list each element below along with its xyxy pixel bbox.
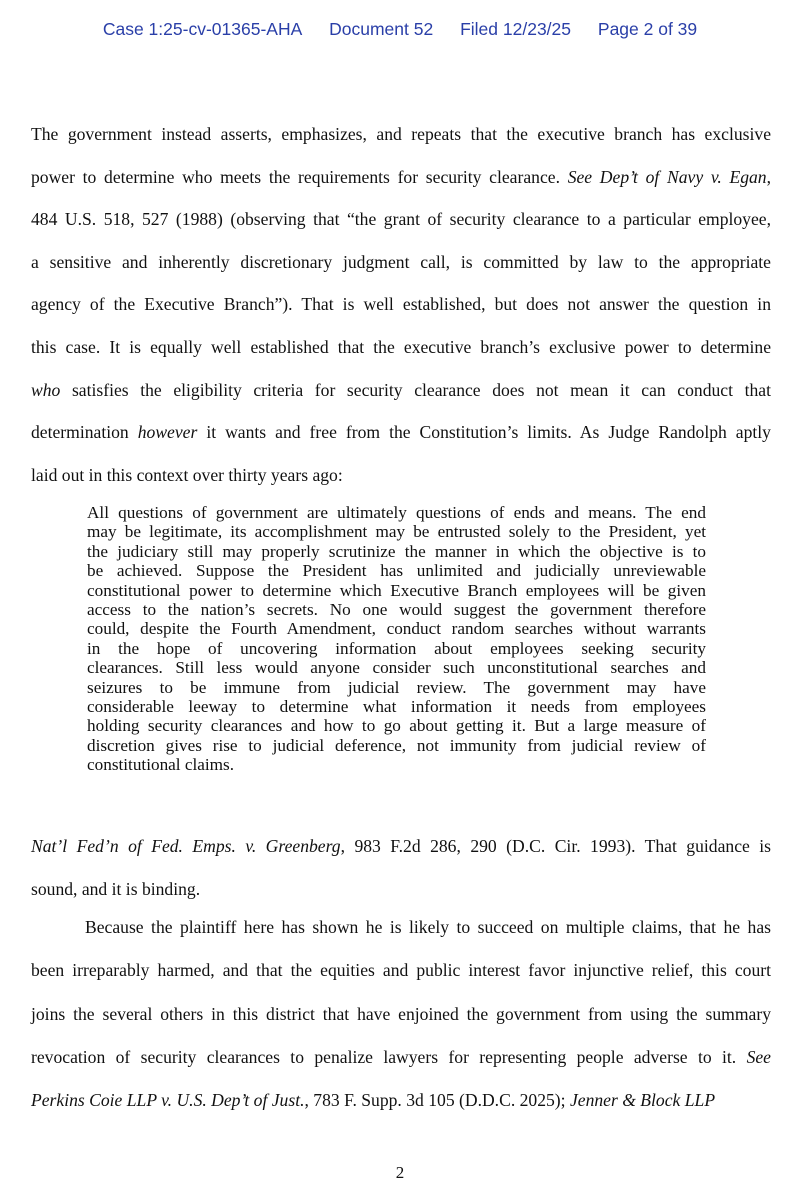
quote-line: the judiciary still may properly scrutinize the manner in which the objective is to	[87, 541, 706, 561]
paragraph-1	[31, 113, 771, 496]
case-number: Case 1:25-cv-01365-AHA	[102, 19, 303, 39]
citation-greenberg: Nat’l Fed’n of Fed. Emps. v. Greenberg	[31, 836, 341, 856]
page-indicator: Page 2 of 39	[597, 19, 698, 39]
text-line: revocation of security clearances to penalize lawyers for representing people adverse to it. See	[31, 1046, 771, 1067]
paragraph-2	[31, 825, 771, 911]
emphasis-who: who	[31, 379, 61, 400]
text-line: Perkins Coie LLP v. U.S. Dep’t of Just., 783 F. Supp. 3d 105 (D.D.C. 2025); Jenner & Block LLP	[31, 1090, 716, 1111]
text-line: sound, and it is binding.	[31, 879, 201, 899]
quote-line: constitutional power to determine which Executive Branch employees will be given	[87, 580, 706, 600]
text-line: who satisfies the eligibility criteria for security clearance does not mean it can conduct that	[31, 379, 771, 400]
text-line: laid out in this context over thirty years ago:	[31, 464, 343, 485]
quote-line: seizures to be immune from judicial review. The government may have	[87, 677, 706, 697]
paragraph-3	[31, 906, 771, 1122]
signal-see: See	[746, 1046, 771, 1067]
text-line: determination however it wants and free from the Constitution’s limits. As Judge Randolph aptly	[31, 422, 771, 443]
quote-line: considerable leeway to determine what information it needs from employees	[87, 697, 706, 717]
quote-line: discretion gives rise to judicial deference, not immunity from judicial review of	[87, 735, 706, 755]
quote-line: could, despite the Fourth Amendment, conduct random searches without warrants	[87, 619, 706, 639]
text-line: power to determine who meets the requirements for security clearance. See Dep’t of Navy v. Egan,	[31, 166, 771, 187]
case-header	[0, 19, 800, 40]
text-line: The government instead asserts, emphasizes, and repeats that the executive branch has exclusive	[31, 124, 771, 144]
text-line: Nat’l Fed’n of Fed. Emps. v. Greenberg, 983 F.2d 286, 290 (D.C. Cir. 1993). That guidance is	[31, 836, 771, 856]
quote-line: holding security clearances and how to go about getting it. But a large measure of	[87, 716, 706, 736]
quote-line: in the hope of uncovering information about employees seeking security	[87, 638, 706, 658]
quote-line: may be legitimate, its accomplishment may be entrusted solely to the President, yet	[87, 522, 706, 542]
text-line: joins the several others in this district that have enjoined the government from using the summary	[31, 1003, 771, 1024]
quote-line: constitutional claims.	[87, 755, 235, 775]
quote-line: access to the nation’s secrets. No one would suggest the government therefore	[87, 600, 706, 620]
text-line: Because the plaintiff here has shown he is likely to succeed on multiple claims, that he has	[85, 917, 771, 937]
page-number: 2	[395, 1163, 405, 1182]
text-line: been irreparably harmed, and that the equities and public interest favor injunctive relief, this court	[31, 960, 771, 981]
text-line: 484 U.S. 518, 527 (1988) (observing that “the grant of security clearance to a particular employee,	[31, 209, 771, 230]
text-line: a sensitive and inherently discretionary judgment call, is committed by law to the appropriate	[31, 251, 771, 272]
quote-line: All questions of government are ultimately questions of ends and means. The end	[87, 503, 706, 522]
text-line: agency of the Executive Branch”). That is well established, but does not answer the question in	[31, 294, 771, 315]
citation-perkins-coie: Perkins Coie LLP v. U.S. Dep’t of Just.	[31, 1090, 305, 1111]
citation-egan: See Dep’t of Navy v. Egan	[567, 166, 767, 187]
filed-date: Filed 12/23/25	[460, 19, 572, 39]
quote-line: clearances. Still less would anyone consider such unconstitutional searches and	[87, 658, 706, 678]
quote-line: be achieved. Suppose the President has unlimited and judicially unreviewable	[87, 561, 706, 581]
document-number: Document 52	[329, 19, 434, 39]
block-quote	[87, 503, 706, 775]
text-line: this case. It is equally well established that the executive branch’s exclusive power to determine	[31, 336, 771, 357]
citation-jenner-block: Jenner & Block LLP	[569, 1090, 716, 1111]
emphasis-however: however	[137, 422, 198, 443]
